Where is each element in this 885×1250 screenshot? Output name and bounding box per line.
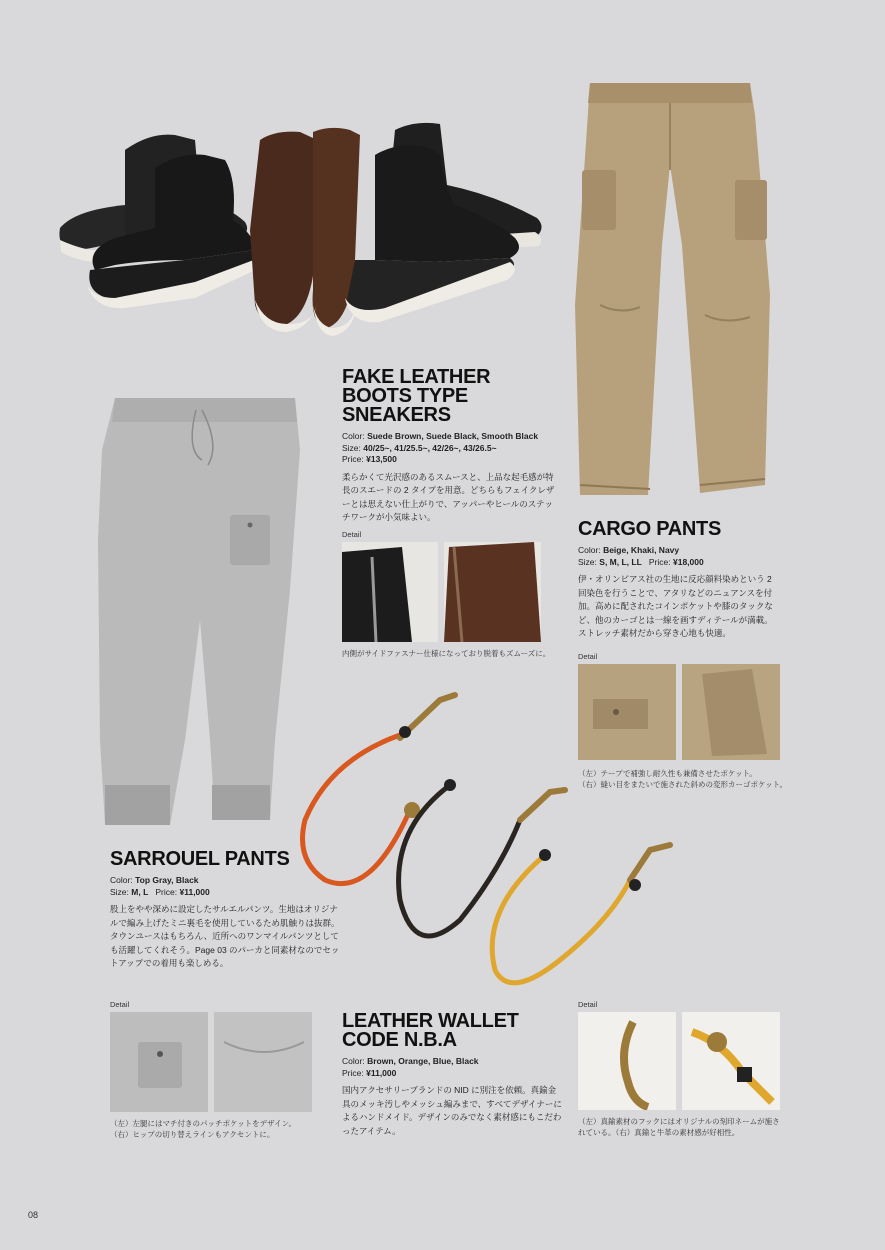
wallet-color-label: Color:	[342, 1056, 365, 1066]
boots-price-value: ¥13,500	[366, 454, 397, 464]
cargo-color-value: Beige, Khaki, Navy	[603, 545, 680, 555]
sarrouel-block	[110, 850, 350, 971]
boots-color-value: Suede Brown, Suede Black, Smooth Black	[367, 431, 539, 441]
boots-title-line-2: BOOTS TYPE	[342, 385, 468, 407]
boot-black-front-right	[345, 145, 519, 322]
cargo-pants-photo	[570, 75, 780, 505]
sarrouel-meta	[110, 875, 350, 898]
sarrouel-color-label: Color:	[110, 875, 133, 885]
boots-description: 柔らかくて光沢感のあるスムースと、上品な起毛感が特長のスエードの 2 タイプを用意。どちらもフェイクレザーとは思えない仕上がりで、アッパーやヒールのステッチワークが小気味よい。	[342, 471, 555, 522]
wallet-price-value: ¥11,000	[366, 1067, 397, 1078]
sarrouel-detail-photo-1	[110, 1012, 208, 1112]
boots-size-value: 40/25~, 41/25.5~, 42/26~, 43/26.5~	[363, 442, 497, 453]
boots-title-line-1: FAKE LEATHER	[342, 366, 491, 388]
cargo-captions	[578, 768, 787, 790]
cargo-block	[578, 520, 778, 641]
sarrouel-size-value: M, L	[131, 886, 149, 897]
cargo-detail-photo-1	[578, 664, 676, 760]
cargo-detail-label: Detail	[578, 652, 598, 661]
sarrouel-title: SARROUEL PANTS	[110, 848, 290, 870]
wallet-title	[342, 1012, 567, 1050]
boots-title-line-3: SNEAKERS	[342, 404, 451, 426]
boots-color-label: Color:	[342, 431, 365, 441]
boots-block	[342, 368, 572, 525]
boots-detail-photo-2	[444, 542, 541, 642]
cargo-size-value: S, M, L, LL	[599, 556, 642, 567]
cargo-price-label: Price:	[648, 556, 671, 567]
sarrouel-size-label: Size:	[110, 886, 129, 897]
wallet-title-line-1: LEATHER WALLET	[342, 1010, 519, 1032]
boot-brown-pair	[250, 128, 360, 336]
sarrouel-pants-photo	[90, 390, 310, 830]
page-number: 08	[28, 1210, 39, 1220]
sarrouel-caption-2: （右）ヒップの切り替えラインもアクセントに。	[110, 1130, 275, 1139]
cargo-color-label: Color:	[578, 545, 601, 555]
cargo-size-label: Size:	[578, 556, 597, 567]
sarrouel-captions	[110, 1118, 296, 1140]
boots-detail-label: Detail	[342, 530, 362, 539]
sarrouel-detail-label: Detail	[110, 1000, 130, 1009]
cargo-caption-1: （左）テープで補強し耐久性も兼備させたポケット。	[578, 769, 757, 778]
cargo-meta	[578, 545, 778, 568]
cargo-caption-2: （右）縫い目をまたいで施された斜めの変形カーゴポケット。	[578, 780, 787, 789]
wallet-detail-photo-2	[682, 1012, 780, 1110]
cargo-detail-photo-2	[682, 664, 780, 760]
sarrouel-price-label: Price:	[155, 886, 178, 897]
sarrouel-detail-photo-2	[214, 1012, 312, 1112]
wallet-title-line-2: CODE N.B.A	[342, 1029, 457, 1051]
wallet-description: 国内アクセサリーブランドの NID に別注を依頼。真鍮金具のメッキ汚しやメッシュ編みまで、すべてデザイナーによるハンドメイド。デザインのみでなく素材感にもこだわったアイテム。	[342, 1085, 562, 1136]
boots-meta	[342, 431, 572, 466]
boots-photo	[55, 110, 555, 340]
wallet-detail-label: Detail	[578, 1000, 598, 1009]
boots-detail-caption: 内側がサイドファスナー仕様になっており脱着もズムーズに。	[342, 649, 551, 658]
boots-title	[342, 368, 572, 425]
sarrouel-description: 股上をやや深めに設定したサルエルパンツ。生地はオリジナルで編み上げたミニ裏毛を使用しているため肌触りは抜群。タウンユースはもちろん、近所へのワンマイルパンツとしても活躍してくれそう。Page 03 のパーカと同素材なのでセットアップでの着用も楽しめる。	[110, 904, 340, 968]
wallet-detail-photo-1	[578, 1012, 676, 1110]
sarrouel-price-value: ¥11,000	[179, 886, 210, 897]
cargo-price-value: ¥18,000	[672, 556, 704, 567]
wallet-meta	[342, 1056, 567, 1079]
boots-size-label: Size:	[342, 442, 361, 453]
wallet-detail-caption: （左）真鍮素材のフックにはオリジナルの刻印ネームが施されている。（右）真鍮と牛革の素材感が好相性。	[578, 1117, 780, 1137]
wallet-block	[342, 1012, 567, 1138]
sarrouel-color-value: Top Gray, Black	[135, 875, 199, 885]
boots-detail-photo-1	[342, 542, 438, 642]
cargo-title: CARGO PANTS	[578, 518, 721, 540]
sarrouel-caption-1: （左）左腿にはマチ付きのパッチポケットをデザイン。	[110, 1119, 296, 1128]
boots-price-label: Price:	[342, 454, 364, 464]
cargo-description: 伊・オリンピアス社の生地に反応顔料染めという 2 回染色を行うことで、アタリなどのニュアンスを付加。高めに配されたコインポケットや膝のタックなど、他のカーゴとは一線を画すディテールが満載。ストレッチ素材だから穿き心地も快適。	[578, 574, 773, 638]
wallet-price-label: Price:	[342, 1067, 364, 1078]
wallet-color-value: Brown, Orange, Blue, Black	[367, 1056, 479, 1066]
